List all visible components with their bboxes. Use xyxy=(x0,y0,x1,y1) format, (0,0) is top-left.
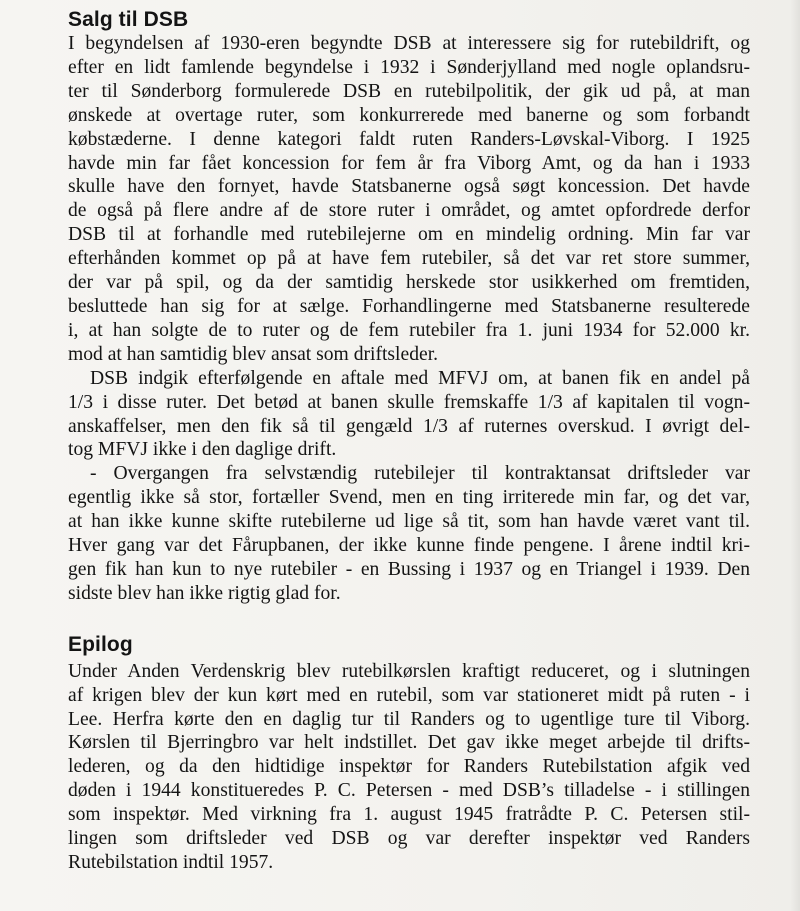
text-line: tog MFVJ ikke i den daglige drift. xyxy=(68,439,337,461)
text-line: lingen som driftsleder ved DSB og var derefter inspektør ved Randers xyxy=(68,828,750,850)
text-line: købstæderne. I denne kategori faldt ruten Randers-Løvskal-Viborg. I 1925 xyxy=(68,128,750,150)
text-line: de også på flere andre af de store ruter i området, og amtet opfordrede derfor xyxy=(68,200,750,222)
text-line: efter en lidt famlende begyndelse i 1932 i Sønderjylland med nogle oplandsru- xyxy=(68,56,750,78)
text-line: Kørslen til Bjerringbro var helt indstillet. Det gav ikke meget arbejde til drifts- xyxy=(68,732,750,754)
text-line: Rutebilstation indtil 1957. xyxy=(68,852,274,873)
text-line: gen fik han kun to nye rutebiler - en Bussing i 1937 og en Triangel i 1939. Den xyxy=(68,558,750,580)
paragraph-1 xyxy=(68,32,750,367)
text-line: DSB indgik efterfølgende en aftale med MFVJ om, at banen fik en andel på xyxy=(90,367,750,389)
text-line: Hver gang var det Fårupbanen, der ikke kunne finde pengene. I årene indtil kri- xyxy=(68,535,750,557)
paragraph-3 xyxy=(68,462,750,605)
section-heading-salg-til-dsb: Salg til DSB xyxy=(68,8,189,31)
text-line: lederen, og da den hidtidige inspektør for Randers Rutebilstation afgik ved xyxy=(68,756,750,778)
text-line: at han ikke kunne skifte rutebilerne ud lige så tit, som han havde været vant til. xyxy=(68,511,750,533)
text-line: ter til Sønderborg formulerede DSB en rutebilpolitik, der gik ud på, at man xyxy=(68,80,750,102)
text-line: ønskede at overtage ruter, som konkurrerede med banerne og som forbandt xyxy=(68,104,750,126)
text-line: mod at han samtidig blev ansat som driftsleder. xyxy=(68,343,439,365)
paragraph-4 xyxy=(68,660,750,875)
text-line: besluttede han sig for at sælge. Forhandlingerne med Statsbanerne resulterede xyxy=(68,295,750,317)
text-line: havde min far fået koncession for fem år fra Viborg Amt, og da han i 1933 xyxy=(68,152,750,174)
text-line: egentlig ikke så stor, fortæller Svend, men en ting irriterede min far, og det var, xyxy=(68,487,750,509)
text-line: i, at han solgte de to ruter og de fem rutebiler fra 1. juni 1934 for 52.000 kr. xyxy=(68,319,750,341)
text-line: som inspektør. Med virkning fra 1. august 1945 fratrådte P. C. Petersen stil- xyxy=(68,804,750,826)
text-line: døden i 1944 konstitueredes P. C. Petersen - med DSB’s tilladelse - i stillingen xyxy=(68,780,750,802)
page-edge-shadow xyxy=(790,0,800,911)
paragraph-2 xyxy=(68,367,750,463)
text-line: skulle have den fornyet, havde Statsbanerne også søgt koncession. Det havde xyxy=(68,176,750,198)
text-line: - Overgangen fra selvstændig rutebilejer til kontraktansat driftsleder var xyxy=(90,463,750,485)
text-line: DSB til at forhandle med rutebilejerne om en mindelig ordning. Min far var xyxy=(68,224,750,246)
text-line: Lee. Herfra kørte den en daglig tur til Randers og to ugentlige ture til Viborg. xyxy=(68,708,750,730)
text-line: 1/3 i disse ruter. Det betød at banen skulle fremskaffe 1/3 af kapitalen til vogn- xyxy=(68,391,750,413)
section-heading-epilog: Epilog xyxy=(68,632,133,656)
text-line: anskaffelser, men den fik så til gengæld 1/3 af ruternes overskud. I øvrigt del- xyxy=(68,415,750,437)
page-content xyxy=(68,8,750,875)
text-line: sidste blev han ikke rigtig glad for. xyxy=(68,582,341,604)
text-line: Under Anden Verdenskrig blev rutebilkørslen kraftigt reduceret, og i slutningen xyxy=(68,660,750,682)
text-line: efterhånden kommet op på at have fem rutebiler, så det var ret store summer, xyxy=(68,248,750,270)
text-line: I begyndelsen af 1930-eren begyndte DSB at interessere sig for rutebildrift, og xyxy=(68,33,750,54)
text-line: af krigen blev der kun kørt med en rutebil, som var stationeret midt på ruten - i xyxy=(68,684,750,706)
text-line: der var på spil, og da der samtidig herskede stor usikkerhed om fremtiden, xyxy=(68,272,750,294)
